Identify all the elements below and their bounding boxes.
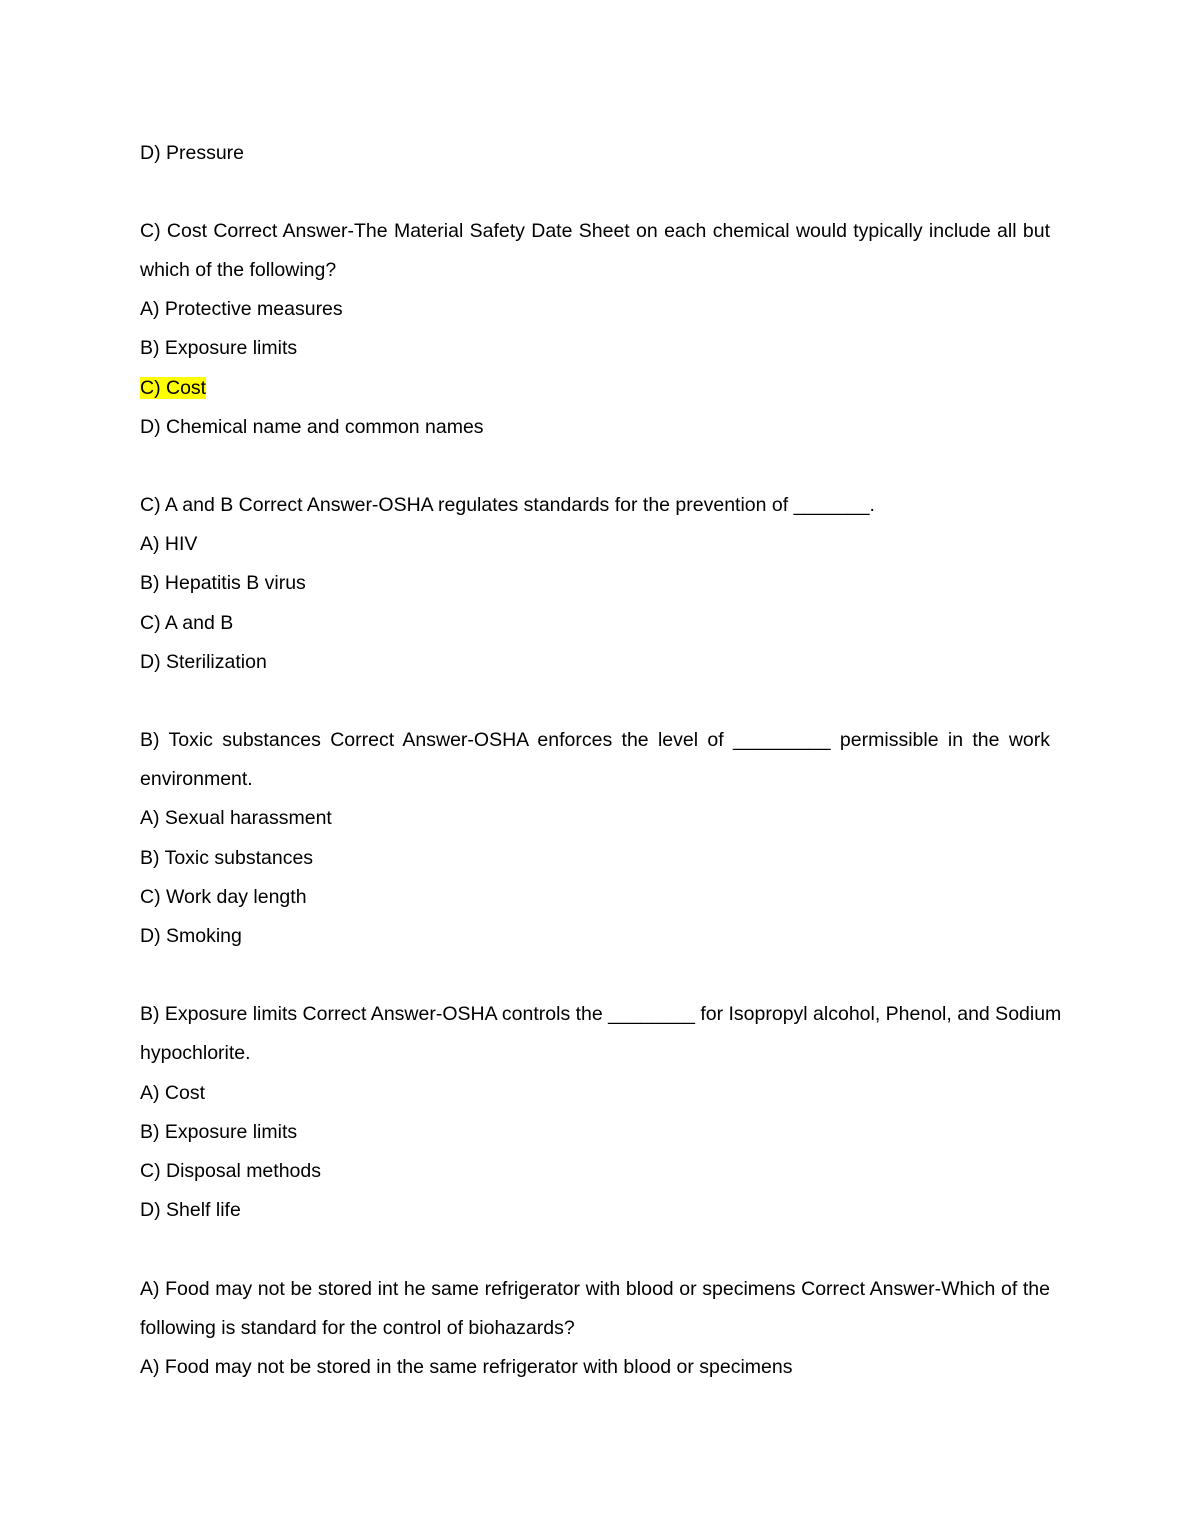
highlight-mark: C) Cost	[140, 377, 207, 399]
answer-option-a: A) HIV	[140, 533, 198, 555]
answer-option-b: B) Hepatitis B virus	[140, 572, 306, 594]
highlighted-answer-option-c	[140, 376, 206, 400]
answer-option-b: B) Exposure limits	[140, 1121, 298, 1143]
answer-option-c: C) Work day length	[140, 886, 307, 908]
question-line: which of the following?	[140, 259, 337, 281]
question-line: A) Food may not be stored int he same refrigerator with blood or specimens Correct Answer-Which of the	[140, 1278, 1050, 1300]
question-line: environment.	[140, 768, 253, 790]
answer-option-d: D) Smoking	[140, 925, 242, 947]
answer-option-b: B) Exposure limits	[140, 337, 298, 359]
answer-option-a: A) Sexual harassment	[140, 807, 332, 829]
question-line: following is standard for the control of biohazards?	[140, 1317, 575, 1339]
answer-option-c: C) Disposal methods	[140, 1160, 321, 1182]
answer-option-a: A) Protective measures	[140, 298, 343, 320]
answer-option-b: B) Toxic substances	[140, 847, 314, 869]
answer-option-c: C) A and B	[140, 612, 234, 634]
question-line: C) A and B Correct Answer-OSHA regulates standards for the prevention of _______.	[140, 494, 875, 516]
question-line: hypochlorite.	[140, 1042, 251, 1064]
question-line: B) Exposure limits Correct Answer-OSHA controls the ________ for Isopropyl alcohol, Phenol, and Sodium	[140, 1003, 1062, 1025]
answer-option-d: D) Sterilization	[140, 651, 267, 673]
answer-option-d: D) Chemical name and common names	[140, 416, 484, 438]
answer-option-a: A) Food may not be stored in the same refrigerator with blood or specimens	[140, 1356, 793, 1378]
answer-option-d: D) Pressure	[140, 142, 245, 164]
answer-option-a: A) Cost	[140, 1082, 206, 1104]
document-page	[140, 0, 1062, 1540]
question-line: C) Cost Correct Answer-The Material Safety Date Sheet on each chemical would typically include all but	[140, 220, 1050, 242]
answer-option-d: D) Shelf life	[140, 1199, 241, 1221]
question-line: B) Toxic substances Correct Answer-OSHA enforces the level of _________ permissible in the work	[140, 729, 1050, 751]
